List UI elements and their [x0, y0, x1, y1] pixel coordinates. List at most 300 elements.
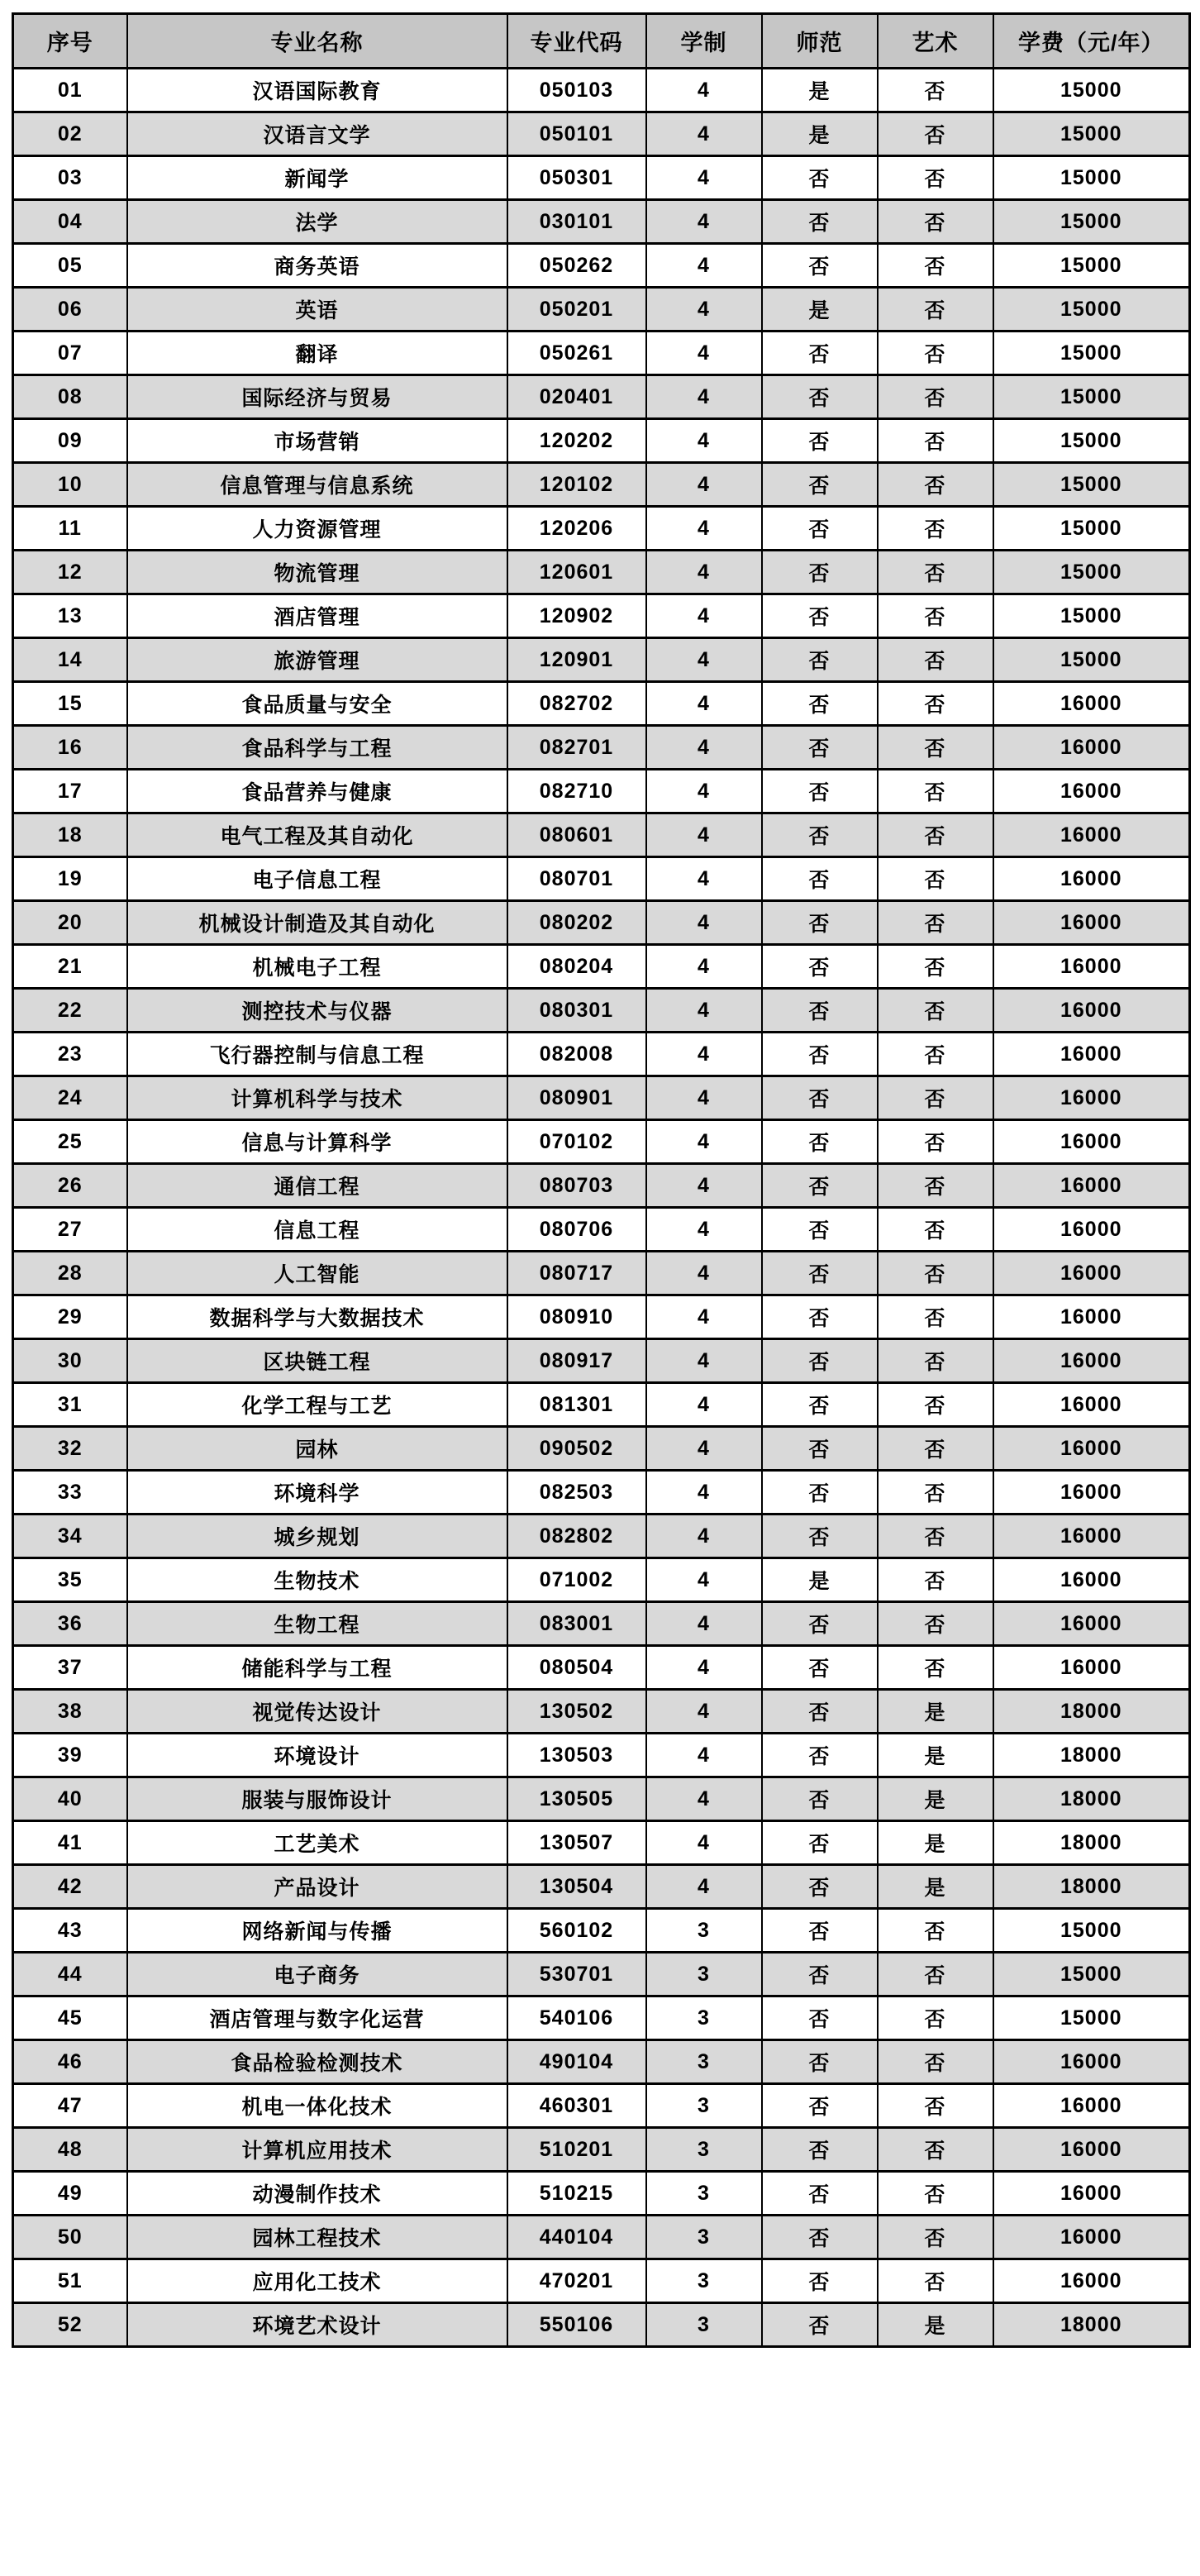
cell-art: 否	[878, 1953, 993, 1996]
cell-index: 17	[13, 770, 127, 813]
cell-tuition: 15000	[993, 69, 1190, 112]
cell-art: 否	[878, 1120, 993, 1164]
cell-tuition: 18000	[993, 1690, 1190, 1734]
cell-major-name: 汉语国际教育	[127, 69, 507, 112]
cell-major-code: 080601	[507, 813, 646, 857]
cell-tuition: 16000	[993, 901, 1190, 945]
table-row	[13, 551, 1190, 594]
cell-major-name: 环境科学	[127, 1471, 507, 1515]
cell-normal: 否	[762, 2040, 878, 2084]
cell-major-code: 082008	[507, 1033, 646, 1076]
cell-normal: 否	[762, 2172, 878, 2216]
cell-duration: 4	[646, 594, 762, 638]
table-row	[13, 857, 1190, 901]
cell-normal: 否	[762, 1690, 878, 1734]
cell-index: 09	[13, 419, 127, 463]
cell-major-name: 数据科学与大数据技术	[127, 1295, 507, 1339]
table-row	[13, 726, 1190, 770]
cell-normal: 否	[762, 594, 878, 638]
table-row	[13, 375, 1190, 419]
column-header-tuition: 学费（元/年）	[993, 14, 1190, 69]
table-row	[13, 638, 1190, 682]
cell-duration: 4	[646, 1120, 762, 1164]
cell-duration: 4	[646, 1515, 762, 1558]
cell-art: 否	[878, 288, 993, 332]
cell-art: 否	[878, 2084, 993, 2128]
cell-major-code: 470201	[507, 2259, 646, 2303]
cell-index: 27	[13, 1208, 127, 1252]
cell-tuition: 15000	[993, 375, 1190, 419]
cell-normal: 否	[762, 419, 878, 463]
cell-major-code: 120902	[507, 594, 646, 638]
cell-major-name: 化学工程与工艺	[127, 1383, 507, 1427]
cell-normal: 否	[762, 1471, 878, 1515]
cell-duration: 4	[646, 857, 762, 901]
table-row	[13, 1339, 1190, 1383]
cell-duration: 4	[646, 726, 762, 770]
cell-index: 30	[13, 1339, 127, 1383]
cell-index: 29	[13, 1295, 127, 1339]
cell-major-code: 050101	[507, 112, 646, 156]
cell-art: 否	[878, 989, 993, 1033]
cell-art: 否	[878, 375, 993, 419]
cell-normal: 否	[762, 2084, 878, 2128]
cell-tuition: 16000	[993, 2084, 1190, 2128]
cell-index: 35	[13, 1558, 127, 1602]
cell-major-code: 020401	[507, 375, 646, 419]
cell-normal: 否	[762, 813, 878, 857]
cell-art: 否	[878, 419, 993, 463]
cell-major-name: 生物工程	[127, 1602, 507, 1646]
cell-major-name: 电子商务	[127, 1953, 507, 1996]
cell-duration: 4	[646, 1558, 762, 1602]
cell-tuition: 15000	[993, 1909, 1190, 1953]
cell-major-name: 商务英语	[127, 244, 507, 288]
table-row	[13, 1515, 1190, 1558]
cell-major-code: 082710	[507, 770, 646, 813]
cell-duration: 4	[646, 1339, 762, 1383]
cell-art: 否	[878, 1471, 993, 1515]
cell-major-code: 080717	[507, 1252, 646, 1295]
cell-duration: 3	[646, 2259, 762, 2303]
cell-index: 16	[13, 726, 127, 770]
cell-art: 是	[878, 2303, 993, 2347]
cell-art: 否	[878, 857, 993, 901]
cell-major-code: 080301	[507, 989, 646, 1033]
cell-major-code: 560102	[507, 1909, 646, 1953]
cell-index: 43	[13, 1909, 127, 1953]
cell-normal: 否	[762, 989, 878, 1033]
table-row	[13, 244, 1190, 288]
cell-normal: 否	[762, 726, 878, 770]
cell-duration: 4	[646, 1076, 762, 1120]
cell-major-name: 法学	[127, 200, 507, 244]
cell-major-name: 英语	[127, 288, 507, 332]
table-row	[13, 1953, 1190, 1996]
table-row	[13, 2084, 1190, 2128]
cell-index: 32	[13, 1427, 127, 1471]
table-row	[13, 1252, 1190, 1295]
cell-duration: 4	[646, 638, 762, 682]
cell-normal: 否	[762, 551, 878, 594]
cell-tuition: 18000	[993, 1865, 1190, 1909]
cell-major-name: 视觉传达设计	[127, 1690, 507, 1734]
cell-normal: 否	[762, 1996, 878, 2040]
cell-art: 否	[878, 770, 993, 813]
cell-major-code: 030101	[507, 200, 646, 244]
cell-major-name: 园林	[127, 1427, 507, 1471]
cell-art: 否	[878, 726, 993, 770]
table-row	[13, 1909, 1190, 1953]
cell-index: 13	[13, 594, 127, 638]
cell-major-code: 550106	[507, 2303, 646, 2347]
cell-index: 31	[13, 1383, 127, 1427]
cell-major-code: 080901	[507, 1076, 646, 1120]
cell-art: 否	[878, 1033, 993, 1076]
table-row	[13, 2216, 1190, 2259]
cell-tuition: 15000	[993, 332, 1190, 375]
cell-major-code: 080204	[507, 945, 646, 989]
cell-tuition: 15000	[993, 419, 1190, 463]
cell-major-code: 510201	[507, 2128, 646, 2172]
cell-normal: 否	[762, 1252, 878, 1295]
cell-duration: 4	[646, 945, 762, 989]
cell-duration: 3	[646, 2303, 762, 2347]
table-row	[13, 1208, 1190, 1252]
cell-duration: 4	[646, 1602, 762, 1646]
table-row	[13, 1777, 1190, 1821]
cell-normal: 否	[762, 1602, 878, 1646]
cell-major-code: 130507	[507, 1821, 646, 1865]
cell-tuition: 16000	[993, 2216, 1190, 2259]
cell-normal: 否	[762, 1734, 878, 1777]
header-row	[13, 14, 1190, 69]
cell-tuition: 18000	[993, 1821, 1190, 1865]
table-row	[13, 945, 1190, 989]
cell-major-code: 130504	[507, 1865, 646, 1909]
cell-index: 37	[13, 1646, 127, 1690]
cell-art: 否	[878, 2216, 993, 2259]
cell-duration: 4	[646, 69, 762, 112]
table-row	[13, 1076, 1190, 1120]
cell-duration: 4	[646, 507, 762, 551]
table-row	[13, 1427, 1190, 1471]
cell-art: 否	[878, 1602, 993, 1646]
cell-major-name: 电气工程及其自动化	[127, 813, 507, 857]
cell-art: 否	[878, 551, 993, 594]
column-header-major-code: 专业代码	[507, 14, 646, 69]
cell-major-code: 050261	[507, 332, 646, 375]
majors-table	[12, 12, 1191, 2348]
cell-art: 否	[878, 1515, 993, 1558]
cell-normal: 否	[762, 770, 878, 813]
cell-tuition: 15000	[993, 507, 1190, 551]
cell-major-name: 人力资源管理	[127, 507, 507, 551]
cell-art: 否	[878, 156, 993, 200]
cell-major-name: 动漫制作技术	[127, 2172, 507, 2216]
cell-normal: 否	[762, 1909, 878, 1953]
cell-art: 是	[878, 1734, 993, 1777]
cell-duration: 4	[646, 1734, 762, 1777]
cell-index: 04	[13, 200, 127, 244]
cell-normal: 否	[762, 1383, 878, 1427]
cell-index: 49	[13, 2172, 127, 2216]
cell-tuition: 16000	[993, 813, 1190, 857]
cell-art: 否	[878, 507, 993, 551]
cell-normal: 否	[762, 463, 878, 507]
cell-index: 45	[13, 1996, 127, 2040]
cell-index: 20	[13, 901, 127, 945]
table-row	[13, 1471, 1190, 1515]
cell-major-code: 080910	[507, 1295, 646, 1339]
cell-normal: 是	[762, 288, 878, 332]
cell-index: 22	[13, 989, 127, 1033]
cell-major-name: 食品质量与安全	[127, 682, 507, 726]
cell-major-name: 产品设计	[127, 1865, 507, 1909]
cell-major-name: 信息管理与信息系统	[127, 463, 507, 507]
cell-index: 28	[13, 1252, 127, 1295]
cell-tuition: 16000	[993, 857, 1190, 901]
cell-index: 03	[13, 156, 127, 200]
cell-index: 12	[13, 551, 127, 594]
cell-tuition: 15000	[993, 244, 1190, 288]
cell-duration: 4	[646, 1777, 762, 1821]
column-header-art: 艺术	[878, 14, 993, 69]
cell-major-name: 通信工程	[127, 1164, 507, 1208]
cell-duration: 3	[646, 2172, 762, 2216]
cell-normal: 否	[762, 1295, 878, 1339]
cell-tuition: 16000	[993, 726, 1190, 770]
table-row	[13, 1120, 1190, 1164]
cell-index: 52	[13, 2303, 127, 2347]
cell-major-name: 机械电子工程	[127, 945, 507, 989]
cell-index: 08	[13, 375, 127, 419]
cell-duration: 3	[646, 2216, 762, 2259]
cell-major-code: 082802	[507, 1515, 646, 1558]
cell-major-code: 080917	[507, 1339, 646, 1383]
cell-major-name: 汉语言文学	[127, 112, 507, 156]
cell-index: 26	[13, 1164, 127, 1208]
cell-major-name: 食品检验检测技术	[127, 2040, 507, 2084]
cell-duration: 3	[646, 1953, 762, 1996]
cell-normal: 否	[762, 1821, 878, 1865]
cell-duration: 4	[646, 112, 762, 156]
cell-duration: 4	[646, 1865, 762, 1909]
cell-index: 21	[13, 945, 127, 989]
cell-tuition: 16000	[993, 2040, 1190, 2084]
cell-duration: 4	[646, 682, 762, 726]
cell-major-name: 环境设计	[127, 1734, 507, 1777]
cell-normal: 否	[762, 2216, 878, 2259]
cell-art: 否	[878, 1909, 993, 1953]
cell-major-name: 计算机科学与技术	[127, 1076, 507, 1120]
cell-index: 41	[13, 1821, 127, 1865]
cell-art: 否	[878, 2259, 993, 2303]
cell-major-code: 120102	[507, 463, 646, 507]
cell-normal: 否	[762, 945, 878, 989]
table-row	[13, 463, 1190, 507]
cell-major-name: 城乡规划	[127, 1515, 507, 1558]
table-row	[13, 112, 1190, 156]
cell-tuition: 15000	[993, 288, 1190, 332]
cell-index: 25	[13, 1120, 127, 1164]
cell-art: 否	[878, 112, 993, 156]
cell-major-code: 540106	[507, 1996, 646, 2040]
table-row	[13, 594, 1190, 638]
table-row	[13, 332, 1190, 375]
table-row	[13, 1690, 1190, 1734]
table-row	[13, 1383, 1190, 1427]
cell-major-code: 071002	[507, 1558, 646, 1602]
cell-duration: 4	[646, 901, 762, 945]
cell-index: 38	[13, 1690, 127, 1734]
cell-art: 否	[878, 1339, 993, 1383]
cell-major-name: 新闻学	[127, 156, 507, 200]
cell-major-name: 生物技术	[127, 1558, 507, 1602]
cell-duration: 4	[646, 1471, 762, 1515]
cell-major-name: 市场营销	[127, 419, 507, 463]
cell-tuition: 16000	[993, 1252, 1190, 1295]
cell-tuition: 16000	[993, 1295, 1190, 1339]
cell-tuition: 16000	[993, 770, 1190, 813]
cell-index: 44	[13, 1953, 127, 1996]
table-row	[13, 2128, 1190, 2172]
cell-tuition: 15000	[993, 156, 1190, 200]
cell-major-code: 082503	[507, 1471, 646, 1515]
cell-major-code: 120601	[507, 551, 646, 594]
cell-duration: 4	[646, 288, 762, 332]
cell-art: 否	[878, 332, 993, 375]
cell-index: 11	[13, 507, 127, 551]
table-header	[13, 14, 1190, 69]
cell-index: 42	[13, 1865, 127, 1909]
cell-normal: 否	[762, 1164, 878, 1208]
cell-index: 02	[13, 112, 127, 156]
cell-duration: 4	[646, 813, 762, 857]
table-body	[13, 69, 1190, 2347]
cell-major-name: 翻译	[127, 332, 507, 375]
cell-major-name: 测控技术与仪器	[127, 989, 507, 1033]
cell-normal: 否	[762, 1076, 878, 1120]
cell-major-code: 080504	[507, 1646, 646, 1690]
table-row	[13, 419, 1190, 463]
cell-normal: 否	[762, 2259, 878, 2303]
cell-duration: 4	[646, 1646, 762, 1690]
cell-major-code: 050103	[507, 69, 646, 112]
cell-major-code: 490104	[507, 2040, 646, 2084]
cell-normal: 否	[762, 682, 878, 726]
cell-tuition: 16000	[993, 1646, 1190, 1690]
table-row	[13, 1164, 1190, 1208]
cell-normal: 是	[762, 69, 878, 112]
cell-major-name: 信息与计算科学	[127, 1120, 507, 1164]
table-row	[13, 1734, 1190, 1777]
cell-art: 否	[878, 1427, 993, 1471]
cell-major-code: 080703	[507, 1164, 646, 1208]
cell-tuition: 15000	[993, 1996, 1190, 2040]
cell-duration: 3	[646, 2128, 762, 2172]
cell-normal: 否	[762, 375, 878, 419]
cell-art: 是	[878, 1690, 993, 1734]
cell-art: 否	[878, 200, 993, 244]
cell-major-code: 080706	[507, 1208, 646, 1252]
cell-major-name: 电子信息工程	[127, 857, 507, 901]
table-row	[13, 200, 1190, 244]
cell-tuition: 16000	[993, 1427, 1190, 1471]
cell-major-name: 飞行器控制与信息工程	[127, 1033, 507, 1076]
cell-major-name: 旅游管理	[127, 638, 507, 682]
cell-index: 07	[13, 332, 127, 375]
cell-duration: 4	[646, 989, 762, 1033]
table-row	[13, 1295, 1190, 1339]
cell-duration: 4	[646, 375, 762, 419]
cell-tuition: 16000	[993, 2128, 1190, 2172]
cell-normal: 否	[762, 638, 878, 682]
cell-duration: 4	[646, 1427, 762, 1471]
cell-major-code: 050301	[507, 156, 646, 200]
cell-major-code: 130503	[507, 1734, 646, 1777]
table-row	[13, 2172, 1190, 2216]
cell-index: 47	[13, 2084, 127, 2128]
cell-major-code: 120901	[507, 638, 646, 682]
cell-major-code: 082701	[507, 726, 646, 770]
cell-duration: 4	[646, 1295, 762, 1339]
cell-tuition: 18000	[993, 1734, 1190, 1777]
cell-normal: 否	[762, 1427, 878, 1471]
table-row	[13, 1646, 1190, 1690]
cell-tuition: 16000	[993, 1558, 1190, 1602]
cell-major-name: 计算机应用技术	[127, 2128, 507, 2172]
cell-major-code: 080701	[507, 857, 646, 901]
cell-art: 否	[878, 594, 993, 638]
cell-index: 34	[13, 1515, 127, 1558]
cell-tuition: 16000	[993, 1033, 1190, 1076]
cell-duration: 4	[646, 1383, 762, 1427]
cell-major-name: 酒店管理与数字化运营	[127, 1996, 507, 2040]
cell-tuition: 15000	[993, 551, 1190, 594]
cell-tuition: 16000	[993, 2259, 1190, 2303]
cell-index: 23	[13, 1033, 127, 1076]
table-row	[13, 682, 1190, 726]
cell-index: 48	[13, 2128, 127, 2172]
cell-index: 40	[13, 1777, 127, 1821]
cell-tuition: 16000	[993, 1164, 1190, 1208]
cell-tuition: 16000	[993, 1383, 1190, 1427]
cell-major-code: 070102	[507, 1120, 646, 1164]
cell-duration: 3	[646, 2040, 762, 2084]
cell-duration: 4	[646, 1033, 762, 1076]
cell-tuition: 15000	[993, 112, 1190, 156]
table-row	[13, 1865, 1190, 1909]
cell-index: 24	[13, 1076, 127, 1120]
cell-tuition: 18000	[993, 2303, 1190, 2347]
cell-tuition: 18000	[993, 1777, 1190, 1821]
cell-major-code: 080202	[507, 901, 646, 945]
cell-index: 33	[13, 1471, 127, 1515]
cell-art: 否	[878, 1558, 993, 1602]
cell-normal: 是	[762, 112, 878, 156]
cell-art: 否	[878, 1076, 993, 1120]
cell-normal: 否	[762, 332, 878, 375]
table-row	[13, 1602, 1190, 1646]
cell-index: 15	[13, 682, 127, 726]
cell-major-code: 120206	[507, 507, 646, 551]
cell-normal: 否	[762, 156, 878, 200]
cell-tuition: 16000	[993, 945, 1190, 989]
cell-index: 18	[13, 813, 127, 857]
cell-art: 是	[878, 1865, 993, 1909]
column-header-major-name: 专业名称	[127, 14, 507, 69]
